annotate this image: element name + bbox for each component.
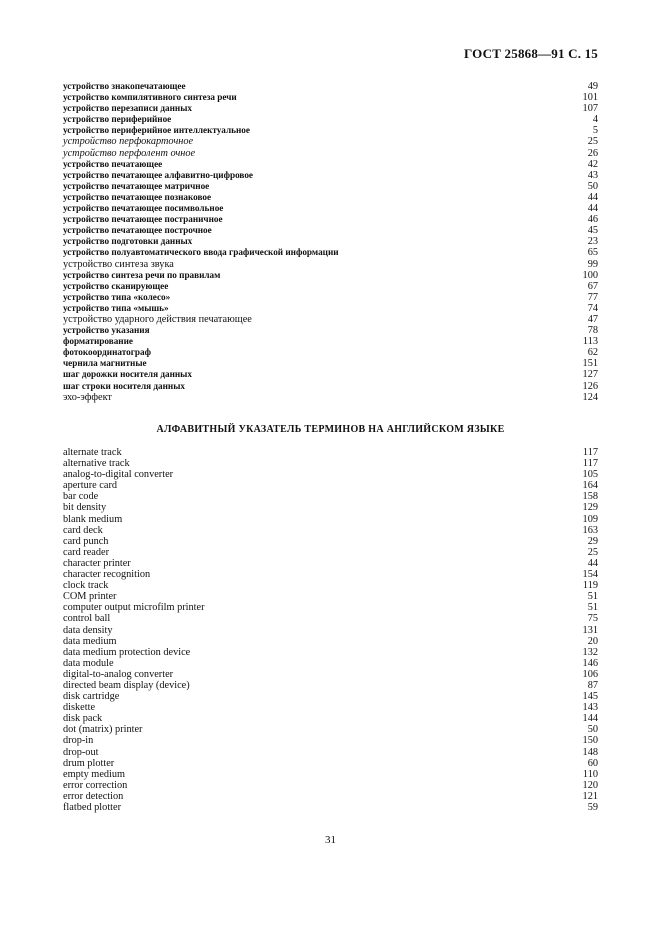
index-entry <box>63 758 598 769</box>
index-term: bar code <box>63 491 99 503</box>
index-term: data medium <box>63 635 117 647</box>
index-entry <box>63 136 598 147</box>
index-page-ref: 127 <box>582 369 598 381</box>
index-term: устройство печатающее построчное <box>63 225 212 236</box>
index-term: устройство сканирующее <box>63 280 169 291</box>
index-term: data module <box>63 657 114 669</box>
index-page-ref: 131 <box>582 624 598 636</box>
index-page-ref: 74 <box>587 302 598 314</box>
index-term: card punch <box>63 535 109 547</box>
index-entry <box>63 125 598 136</box>
index-page-ref: 126 <box>582 380 598 392</box>
index-page-ref: 148 <box>582 746 598 758</box>
section-title: АЛФАВИТНЫЙ УКАЗАТЕЛЬ ТЕРМИНОВ НА АНГЛИЙСКОМ ЯЗЫКЕ <box>156 424 505 435</box>
index-term: устройство синтеза звука <box>63 258 174 270</box>
russian-term-index <box>63 81 598 403</box>
index-entry <box>63 103 598 114</box>
index-page-ref: 25 <box>587 546 598 558</box>
index-entry <box>63 259 598 270</box>
index-page-ref: 67 <box>587 280 598 292</box>
index-entry <box>63 92 598 103</box>
index-page-ref: 154 <box>582 569 598 581</box>
index-page-ref: 132 <box>582 646 598 658</box>
index-page-ref: 4 <box>592 114 598 126</box>
index-entry <box>63 791 598 802</box>
index-entry <box>63 192 598 203</box>
index-entry <box>63 491 598 502</box>
index-page-ref: 101 <box>582 92 598 104</box>
index-term: flatbed plotter <box>63 802 122 813</box>
index-term: устройство печатающее постраничное <box>63 214 223 225</box>
index-entry <box>63 369 598 380</box>
index-term: alternative track <box>63 458 130 470</box>
index-page-ref: 100 <box>582 269 598 281</box>
index-term: устройство подготовки данных <box>63 236 193 247</box>
index-page-ref: 117 <box>582 447 598 458</box>
index-page-ref: 45 <box>587 225 598 237</box>
index-term: устройство печатающее <box>63 158 163 169</box>
index-term: card deck <box>63 524 103 536</box>
index-entry <box>63 514 598 525</box>
index-page-ref: 42 <box>587 158 598 170</box>
index-page-ref: 109 <box>582 513 598 525</box>
index-term: error detection <box>63 790 124 802</box>
index-page-ref: 150 <box>582 735 598 747</box>
index-term: drop-out <box>63 746 99 758</box>
index-page-ref: 78 <box>587 325 598 337</box>
index-page-ref: 145 <box>582 691 598 703</box>
index-entry <box>63 159 598 170</box>
index-entry <box>63 170 598 181</box>
index-page-ref: 50 <box>587 724 598 736</box>
index-page-ref: 51 <box>587 602 598 614</box>
index-entry <box>63 536 598 547</box>
index-term: шаг дорожки носителя данных <box>63 369 192 380</box>
index-term: disk pack <box>63 713 103 725</box>
index-entry <box>63 270 598 281</box>
index-page-ref: 62 <box>587 347 598 359</box>
index-term: устройство периферийное <box>63 114 172 125</box>
index-page-ref: 124 <box>582 391 598 403</box>
index-entry <box>63 735 598 746</box>
index-term: устройство типа «колесо» <box>63 291 171 302</box>
index-term: data medium protection device <box>63 646 191 658</box>
index-page-ref: 5 <box>592 125 598 137</box>
index-entry <box>63 236 598 247</box>
index-entry <box>63 347 598 358</box>
index-entry <box>63 381 598 392</box>
index-term: clock track <box>63 580 109 592</box>
index-entry <box>63 480 598 491</box>
index-page-ref: 158 <box>582 491 598 503</box>
index-entry <box>63 469 598 480</box>
english-term-index <box>63 447 598 813</box>
index-term: чернила магнитные <box>63 358 147 369</box>
index-entry <box>63 569 598 580</box>
index-term: шаг строки носителя данных <box>63 380 185 391</box>
index-page-ref: 51 <box>587 591 598 603</box>
index-page-ref: 20 <box>587 635 598 647</box>
page-header: ГОСТ 25868—91 С. 15 <box>464 46 598 61</box>
index-entry <box>63 702 598 713</box>
index-page-ref: 46 <box>587 214 598 226</box>
index-entry <box>63 613 598 624</box>
index-page-ref: 44 <box>587 557 598 569</box>
index-entry <box>63 181 598 192</box>
index-page-ref: 117 <box>582 458 598 470</box>
index-term: character printer <box>63 557 131 569</box>
index-entry <box>63 558 598 569</box>
index-term: analog-to-digital converter <box>63 469 174 481</box>
index-term: устройство печатающее посимвольное <box>63 203 224 214</box>
index-entry <box>63 314 598 325</box>
index-entry <box>63 580 598 591</box>
index-term: COM printer <box>63 591 117 603</box>
index-term: устройство печатающее алфавитно-цифровое <box>63 169 254 180</box>
index-page-ref: 163 <box>582 524 598 536</box>
index-page-ref: 50 <box>587 180 598 192</box>
index-term: устройство перезаписи данных <box>63 103 192 114</box>
index-entry <box>63 225 598 236</box>
index-entry <box>63 769 598 780</box>
index-term: устройство перфокарточное <box>63 136 194 148</box>
index-page-ref: 29 <box>587 535 598 547</box>
index-term: computer output microfilm printer <box>63 602 205 614</box>
index-term: устройство печатающее познаковое <box>63 191 212 202</box>
index-page-ref: 129 <box>582 502 598 514</box>
index-entry <box>63 802 598 813</box>
index-term: эхо-эффект <box>63 391 112 403</box>
index-entry <box>63 81 598 92</box>
index-page-ref: 26 <box>587 147 598 159</box>
index-term: digital-to-analog converter <box>63 668 174 680</box>
page-number: 31 <box>325 834 336 846</box>
index-term: character recognition <box>63 569 151 581</box>
index-entry <box>63 502 598 513</box>
index-page-ref: 60 <box>587 757 598 769</box>
index-entry <box>63 591 598 602</box>
index-page-ref: 49 <box>587 81 598 92</box>
index-entry <box>63 747 598 758</box>
index-term: data density <box>63 624 113 636</box>
index-entry <box>63 547 598 558</box>
index-entry <box>63 713 598 724</box>
index-entry <box>63 114 598 125</box>
index-term: фотокоординатограф <box>63 347 151 358</box>
index-page-ref: 87 <box>587 679 598 691</box>
index-page-ref: 120 <box>582 779 598 791</box>
index-entry <box>63 281 598 292</box>
index-entry <box>63 669 598 680</box>
index-term: disk cartridge <box>63 691 120 703</box>
index-page-ref: 144 <box>582 713 598 725</box>
index-entry <box>63 203 598 214</box>
index-entry <box>63 247 598 258</box>
index-term: aperture card <box>63 480 118 492</box>
index-entry <box>63 525 598 536</box>
index-term: empty medium <box>63 768 126 780</box>
index-entry <box>63 447 598 458</box>
index-term: control ball <box>63 613 111 625</box>
index-page-ref: 25 <box>587 136 598 148</box>
index-entry <box>63 148 598 159</box>
index-term: bit density <box>63 502 107 514</box>
index-page-ref: 119 <box>582 580 598 592</box>
index-term: card reader <box>63 546 110 558</box>
index-term: форматирование <box>63 336 133 347</box>
index-page-ref: 143 <box>582 702 598 714</box>
index-page-ref: 121 <box>582 790 598 802</box>
index-entry <box>63 303 598 314</box>
index-term: alternate track <box>63 447 122 458</box>
index-page-ref: 77 <box>587 291 598 303</box>
index-entry <box>63 458 598 469</box>
index-entry <box>63 658 598 669</box>
index-page-ref: 106 <box>582 668 598 680</box>
index-page-ref: 47 <box>587 313 598 325</box>
index-entry <box>63 392 598 403</box>
index-page-ref: 107 <box>582 103 598 115</box>
index-entry <box>63 691 598 702</box>
index-page-ref: 146 <box>582 657 598 669</box>
index-term: error correction <box>63 779 128 791</box>
index-page-ref: 75 <box>587 613 598 625</box>
index-page-ref: 44 <box>587 191 598 203</box>
index-page-ref: 164 <box>582 480 598 492</box>
index-term: устройство полуавтоматического ввода графической информации <box>63 247 339 258</box>
index-term: устройство ударного действия печатающее <box>63 313 252 325</box>
index-term: устройство знакопечатающее <box>63 81 186 91</box>
index-entry <box>63 636 598 647</box>
index-term: directed beam display (device) <box>63 679 190 691</box>
index-term: dot (matrix) printer <box>63 724 143 736</box>
index-page-ref: 110 <box>582 768 598 780</box>
index-page-ref: 105 <box>582 469 598 481</box>
index-term: устройство синтеза речи по правилам <box>63 269 221 280</box>
index-entry <box>63 647 598 658</box>
index-page-ref: 43 <box>587 169 598 181</box>
index-entry <box>63 336 598 347</box>
index-term: blank medium <box>63 513 123 525</box>
index-page-ref: 151 <box>582 358 598 370</box>
index-term: устройство периферийное интеллектуальное <box>63 125 250 136</box>
index-term: drop-in <box>63 735 94 747</box>
index-term: устройство указания <box>63 325 150 336</box>
index-entry <box>63 680 598 691</box>
index-term: устройство перфолент очное <box>63 147 196 159</box>
index-entry <box>63 602 598 613</box>
index-entry <box>63 780 598 791</box>
index-entry <box>63 625 598 636</box>
index-term: устройство типа «мышь» <box>63 302 169 313</box>
index-entry <box>63 358 598 369</box>
index-page-ref: 113 <box>582 336 598 348</box>
index-term: устройство печатающее матричное <box>63 180 210 191</box>
index-entry <box>63 724 598 735</box>
index-page-ref: 65 <box>587 247 598 259</box>
index-entry <box>63 292 598 303</box>
index-term: устройство компилятивного синтеза речи <box>63 92 237 103</box>
index-page-ref: 99 <box>587 258 598 270</box>
index-term: drum plotter <box>63 757 115 769</box>
index-page-ref: 23 <box>587 236 598 248</box>
index-term: diskette <box>63 702 96 714</box>
index-page-ref: 59 <box>587 802 598 813</box>
index-entry <box>63 325 598 336</box>
index-page-ref: 44 <box>587 203 598 215</box>
index-entry <box>63 214 598 225</box>
